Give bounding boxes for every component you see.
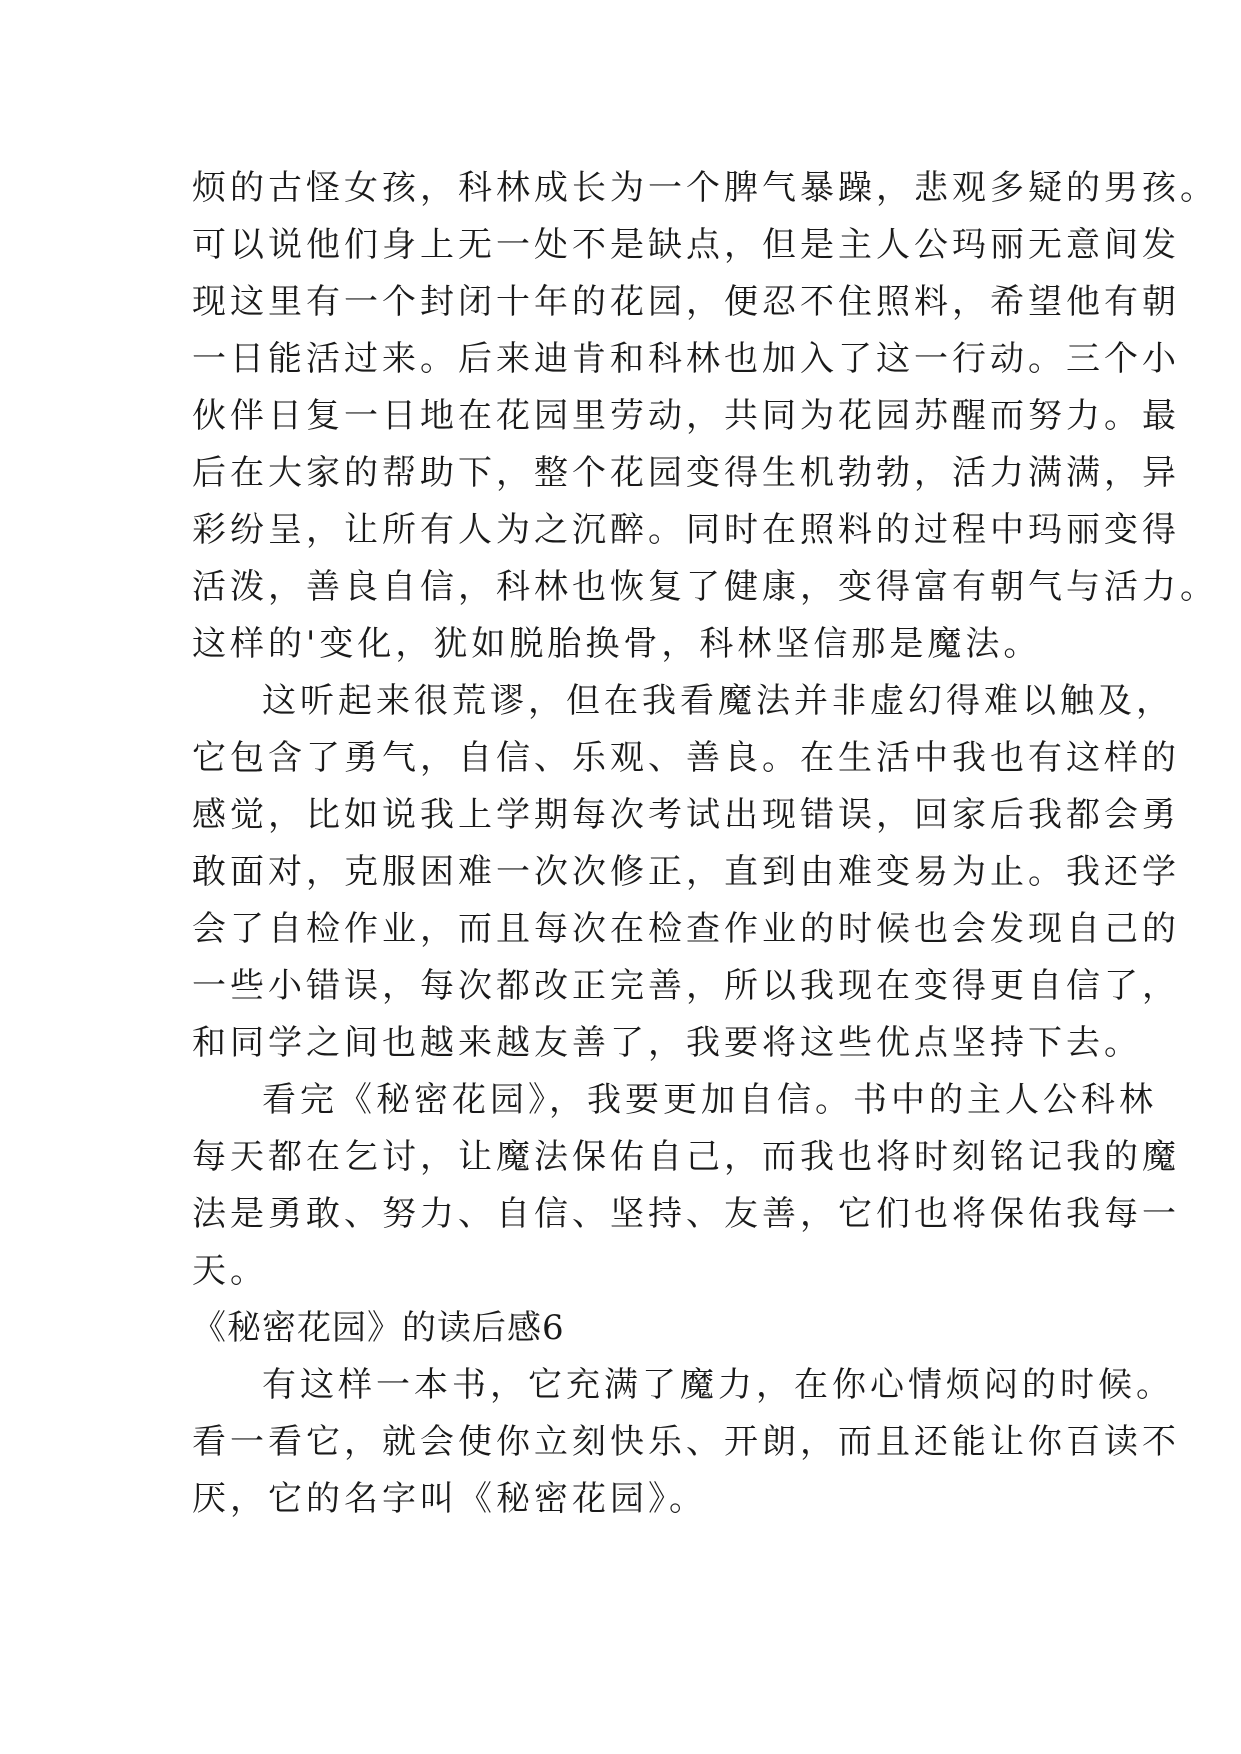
text-line: 这样的'变化，犹如脱胎换骨，科林坚信那是魔法。 xyxy=(192,624,1042,664)
text-line: 有这样一本书，它充满了魔力，在你心情烦闷的时候。 xyxy=(262,1365,1174,1405)
text-line: 看一看它，就会使你立刻快乐、开朗，而且还能让你百读不 xyxy=(192,1422,1180,1462)
text-line: 烦的古怪女孩，科林成长为一个脾气暴躁，悲观多疑的男孩。 xyxy=(192,168,1218,208)
text-line: 每天都在乞讨，让魔法保佑自己，而我也将时刻铭记我的魔 xyxy=(192,1137,1180,1177)
text-line: 法是勇敢、努力、自信、坚持、友善，它们也将保佑我每一 xyxy=(192,1194,1180,1234)
text-line: 厌，它的名字叫《秘密花园》。 xyxy=(192,1479,707,1519)
text-line: 后在大家的帮助下，整个花园变得生机勃勃，活力满满，异 xyxy=(192,453,1180,493)
text-line: 天。 xyxy=(192,1251,268,1291)
text-line: 彩纷呈，让所有人为之沉醉。同时在照料的过程中玛丽变得 xyxy=(192,510,1180,550)
text-line: 感觉，比如说我上学期每次考试出现错误，回家后我都会勇 xyxy=(192,795,1180,835)
section-heading: 《秘密花园》的读后感6 xyxy=(192,1308,565,1348)
text-line: 一日能活过来。后来迪肯和科林也加入了这一行动。三个小 xyxy=(192,339,1180,379)
text-line: 看完《秘密花园》，我要更加自信。书中的主人公科林 xyxy=(262,1080,1157,1120)
text-line: 现这里有一个封闭十年的花园，便忍不住照料，希望他有朝 xyxy=(192,282,1180,322)
paragraph-1 xyxy=(192,160,1218,673)
document-body xyxy=(192,160,1218,1528)
paragraph-2 xyxy=(192,673,1180,1072)
paragraph-4 xyxy=(192,1357,1180,1528)
text-line: 和同学之间也越来越友善了，我要将这些优点坚持下去。 xyxy=(192,1023,1142,1063)
paragraph-3 xyxy=(192,1072,1180,1300)
text-line: 它包含了勇气，自信、乐观、善良。在生活中我也有这样的 xyxy=(192,738,1180,778)
text-line: 这听起来很荒谬，但在我看魔法并非虚幻得难以触及， xyxy=(262,681,1174,721)
text-line: 会了自检作业，而且每次在检查作业的时候也会发现自己的 xyxy=(192,909,1180,949)
text-line: 活泼，善良自信，科林也恢复了健康，变得富有朝气与活力。 xyxy=(192,567,1218,607)
text-line: 一些小错误，每次都改正完善，所以我现在变得更自信了， xyxy=(192,966,1180,1006)
text-line: 可以说他们身上无一处不是缺点，但是主人公玛丽无意间发 xyxy=(192,225,1180,265)
text-line: 伙伴日复一日地在花园里劳动，共同为花园苏醒而努力。最 xyxy=(192,396,1180,436)
text-line: 敢面对，克服困难一次次修正，直到由难变易为止。我还学 xyxy=(192,852,1180,892)
